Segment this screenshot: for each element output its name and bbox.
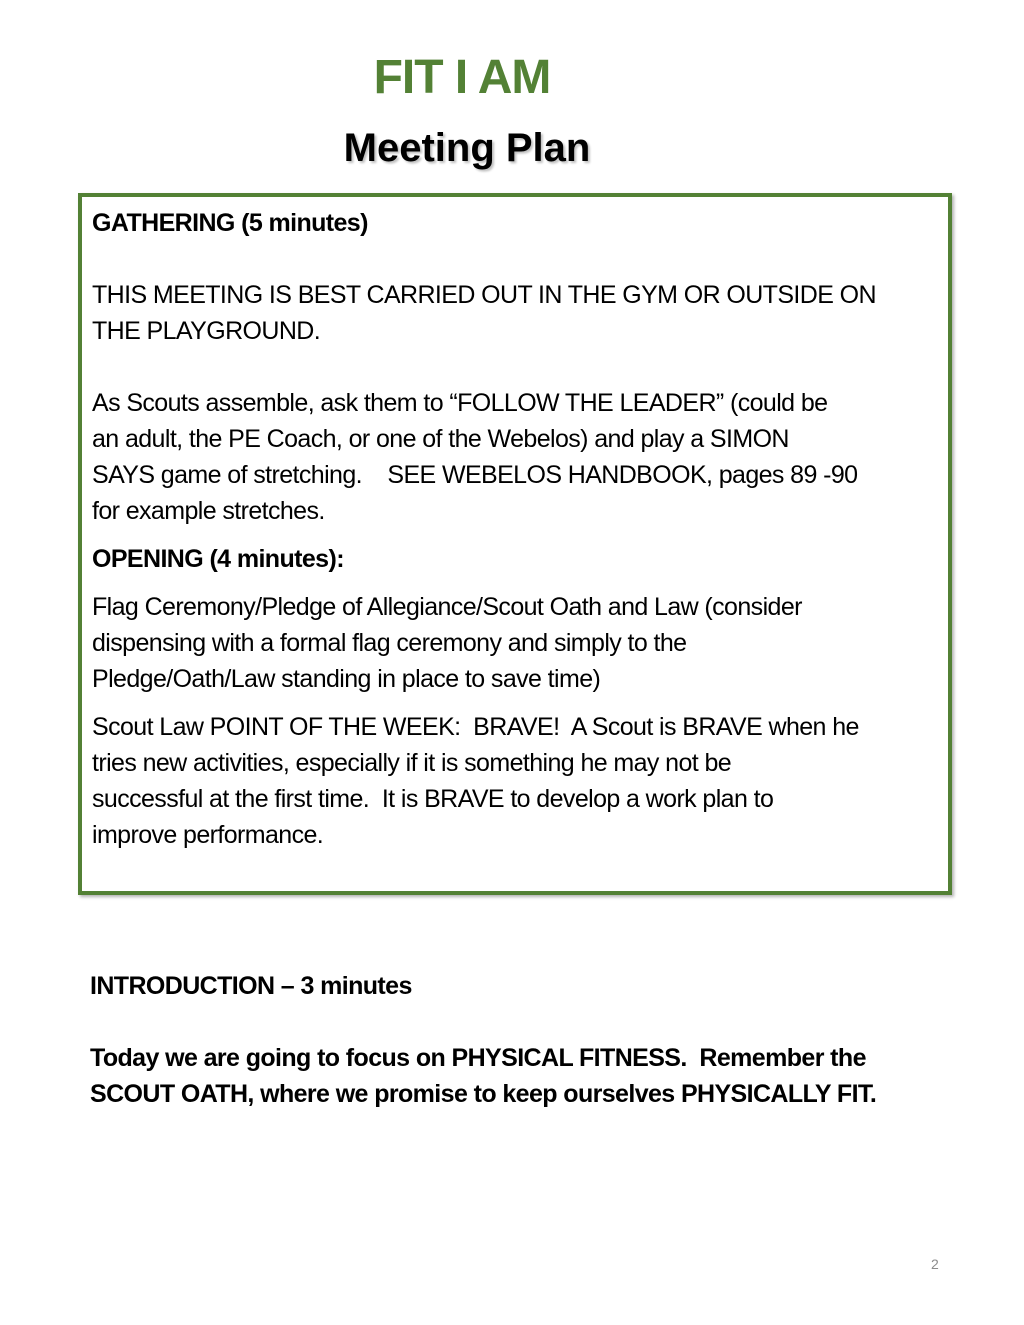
- spacer: [92, 577, 942, 589]
- gathering-note-line: THE PLAYGROUND.: [92, 317, 321, 345]
- page-title: FIT I AM: [373, 51, 551, 104]
- meeting-plan-box: [78, 193, 952, 895]
- meeting-plan-box-content: [92, 205, 942, 853]
- introduction-section: [90, 968, 950, 1112]
- gathering-body-line: As Scouts assemble, ask them to “FOLLOW THE LEADER” (could be: [92, 389, 828, 417]
- opening-heading: OPENING (4 minutes):: [92, 545, 344, 573]
- opening-body-line: dispensing with a formal flag ceremony and simply to the: [92, 629, 687, 657]
- spacer: [92, 697, 942, 709]
- page-number: 2: [931, 1256, 939, 1272]
- opening-body-line: Pledge/Oath/Law standing in place to save time): [92, 665, 601, 693]
- page-subtitle: Meeting Plan: [343, 126, 591, 170]
- spacer: [92, 349, 942, 385]
- introduction-heading: INTRODUCTION – 3 minutes: [90, 972, 412, 1000]
- opening-body-line: Flag Ceremony/Pledge of Allegiance/Scout Oath and Law (consider: [92, 593, 802, 621]
- introduction-body-line: SCOUT OATH, where we promise to keep ourselves PHYSICALLY FIT.: [90, 1080, 877, 1108]
- spacer: [90, 1004, 950, 1040]
- gathering-body-line: for example stretches.: [92, 497, 325, 525]
- scout-law-line: tries new activities, especially if it is something he may not be: [92, 749, 732, 777]
- scout-law-line: improve performance.: [92, 821, 324, 849]
- gathering-heading: GATHERING (5 minutes): [92, 209, 368, 237]
- gathering-body-line: an adult, the PE Coach, or one of the Webelos) and play a SIMON: [92, 425, 789, 453]
- gathering-note-line: THIS MEETING IS BEST CARRIED OUT IN THE GYM OR OUTSIDE ON: [92, 281, 876, 309]
- gathering-body-line: SAYS game of stretching. SEE WEBELOS HANDBOOK, pages 89 -90: [92, 461, 858, 489]
- scout-law-line: successful at the first time. It is BRAVE to develop a work plan to: [92, 785, 774, 813]
- spacer: [92, 529, 942, 541]
- scout-law-line: Scout Law POINT OF THE WEEK: BRAVE! A Scout is BRAVE when he: [92, 713, 859, 741]
- introduction-body-line: Today we are going to focus on PHYSICAL FITNESS. Remember the: [90, 1044, 866, 1072]
- spacer: [92, 241, 942, 277]
